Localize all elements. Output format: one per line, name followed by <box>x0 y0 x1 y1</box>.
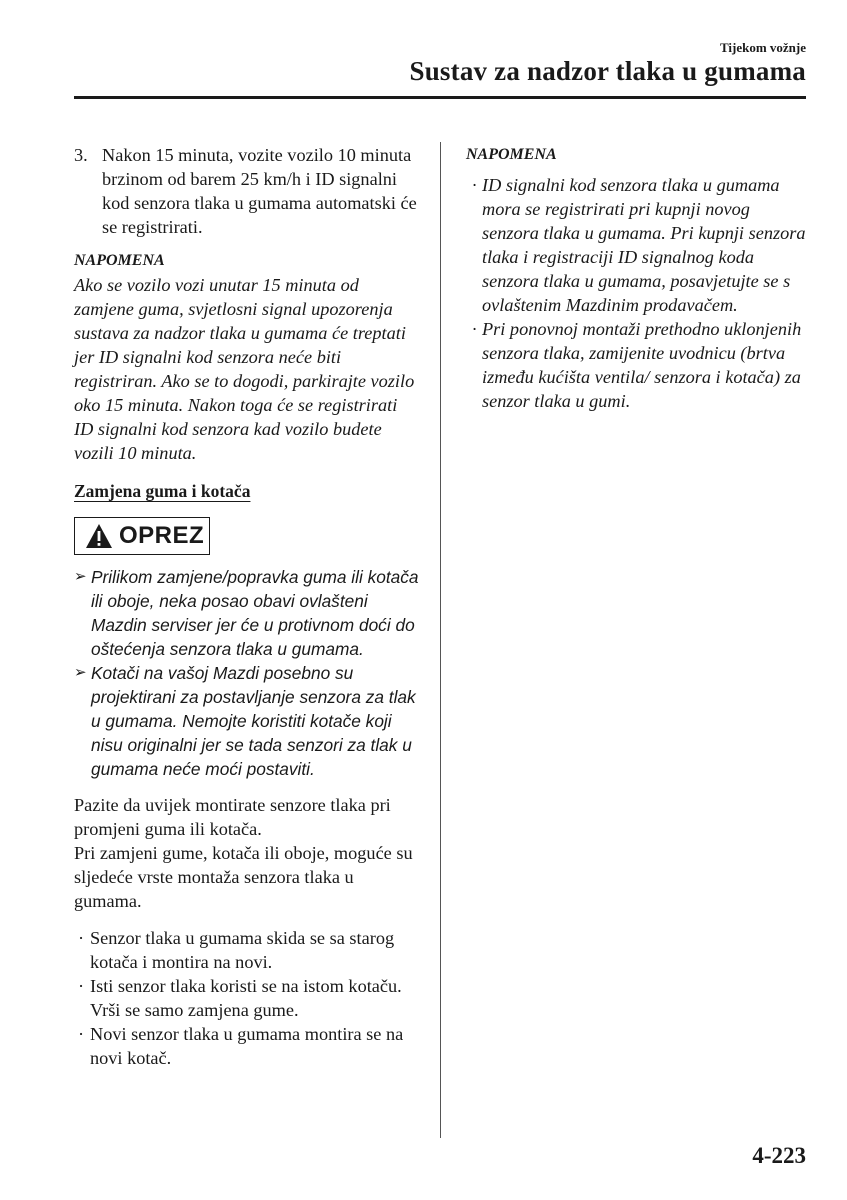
left-column <box>74 143 419 1070</box>
caution-box <box>74 517 210 555</box>
caution-text: Prilikom zamjene/popravka guma ili kotača ili oboje, neka posao obavi ovlašteni Mazdin serviser jer će u protivnom doći do oštećenja senzora tlaka u gumama. <box>91 567 419 659</box>
warning-triangle-icon <box>85 523 113 549</box>
header-rule <box>74 96 806 99</box>
bullet-dot-icon: · <box>472 175 477 195</box>
list-item-text: Novi senzor tlaka u gumama montira se na novi kotač. <box>90 1024 404 1068</box>
arrow-bullet-icon: ➢ <box>74 664 87 681</box>
step-number: 3. <box>74 145 88 165</box>
list-item-text: Isti senzor tlaka koristi se na istom kotaču. Vrši se samo zamjena gume. <box>90 976 402 1020</box>
list-item-text: ID signalni kod senzora tlaka u gumama mora se registrirati pri kupnji novog senzora tlaka u gumama. Pri kupnji senzora tlaka i registraciji ID signalnog koda senzora tlaka u gumama, posavjetujte se s ovlaštenim Mazdinim prodavačem. <box>482 175 806 315</box>
bullet-dot-icon: · <box>78 1024 85 1044</box>
right-column <box>466 143 811 413</box>
list-item-text: Pri ponovnoj montaži prethodno uklonjenih senzora tlaka, zamijenite uvodnicu (brtva između kućišta ventila/ senzora i kotača) za senzor tlaka u gumi. <box>482 319 802 411</box>
step-text: Nakon 15 minuta, vozite vozilo 10 minuta brzinom od barem 25 km/h i ID signalni kod senzora tlaka u gumama automatski će se registrirati. <box>102 145 417 237</box>
note-heading: NAPOMENA <box>74 252 165 269</box>
list-item <box>466 173 811 317</box>
step-3 <box>74 143 419 239</box>
list-item <box>74 926 419 974</box>
note-list <box>466 173 811 413</box>
note-heading: NAPOMENA <box>466 146 557 163</box>
list-item <box>74 1022 419 1070</box>
paragraph <box>74 793 419 913</box>
caution-item <box>74 661 419 781</box>
caution-label: OPREZ <box>119 522 205 549</box>
list-item <box>74 974 419 1022</box>
bullet-dot-icon: · <box>78 928 85 948</box>
list-item <box>466 317 811 413</box>
section-label: Tijekom vožnje <box>719 40 806 55</box>
page-number: 4-223 <box>752 1143 806 1168</box>
caution-text: Kotači na vašoj Mazdi posebno su projektirani za postavljanje senzora za tlak u gumama. Nemojte koristiti kotače koji nisu originalni jer se tada senzori za tlak u gumama neće moći postaviti. <box>91 663 416 779</box>
note-body: Ako se vozilo vozi unutar 15 minuta od zamjene guma, svjetlosni signal upozorenja sustava za nadzor tlaka u gumama će treptati jer ID signalni kod senzora neće biti registriran. Ako se to dogodi, parkirajte vozilo oko 15 minuta. Nakon toga će se registrirati ID signalni kod senzora kad vozilo budete vozili 10 minuta. <box>74 275 415 463</box>
page-title: Sustav za nadzor tlaka u gumama <box>409 56 806 86</box>
caution-list <box>74 565 419 781</box>
paragraph-line: Pazite da uvijek montirate senzore tlaka pri promjeni guma ili kotača. <box>74 795 391 839</box>
arrow-bullet-icon: ➢ <box>74 568 87 585</box>
paragraph-line: Pri zamjeni gume, kotača ili oboje, moguće su sljedeće vrste montaža senzora tlaka u gumama. <box>74 843 413 911</box>
bullet-list <box>74 926 419 1070</box>
list-item-text: Senzor tlaka u gumama skida se sa starog kotača i montira na novi. <box>90 928 395 972</box>
bullet-dot-icon: · <box>472 319 477 339</box>
caution-item <box>74 565 419 661</box>
column-divider <box>440 142 441 1138</box>
subheading-tire-change: Zamjena guma i kotača <box>74 481 251 501</box>
bullet-dot-icon: · <box>78 976 85 996</box>
